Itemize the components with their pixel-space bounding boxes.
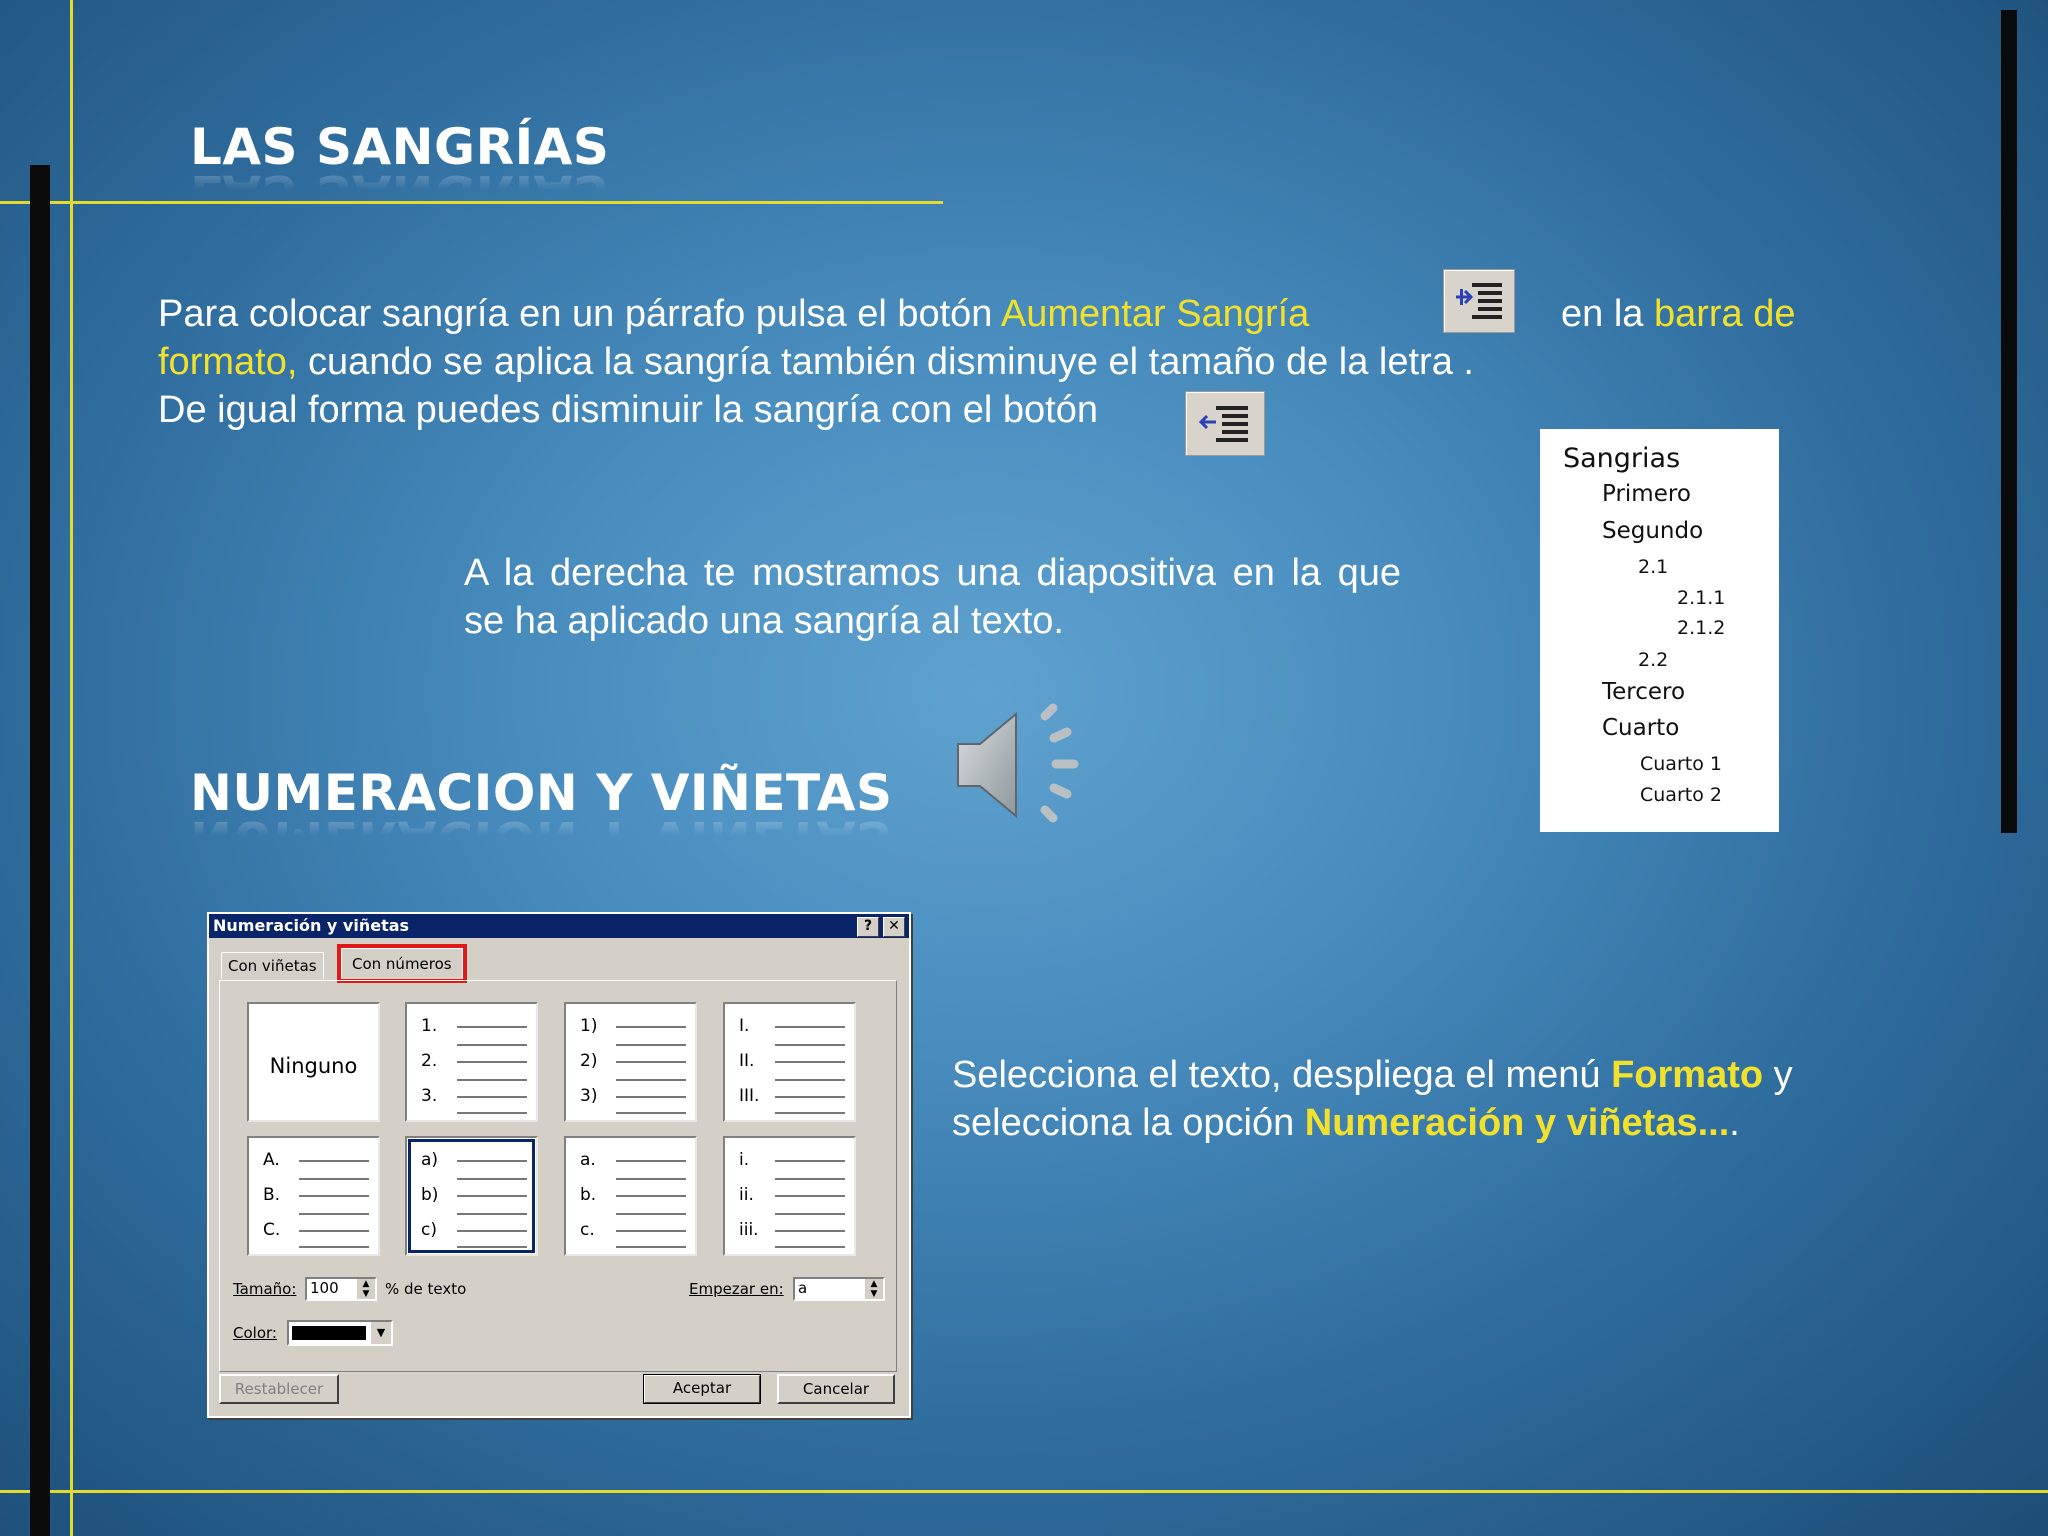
ok-button[interactable]: Aceptar xyxy=(643,1374,761,1404)
instr-text-c: y xyxy=(1763,1054,1793,1096)
sample-item: Cuarto 2 xyxy=(1640,784,1722,806)
option-letters-lower[interactable]: a. b. c. xyxy=(564,1136,697,1256)
start-label: Empezar en: xyxy=(689,1280,784,1298)
note-line-2: se ha aplicado una sangría al texto. xyxy=(464,600,1064,642)
paragraph-line-1-end xyxy=(1561,290,1796,338)
start-input[interactable] xyxy=(793,1277,885,1301)
close-button[interactable]: ✕ xyxy=(883,917,905,937)
sample-item: Cuarto 1 xyxy=(1640,753,1722,775)
instr-text-a: Selecciona el texto, despliega el menú xyxy=(952,1054,1612,1096)
option-none[interactable] xyxy=(247,1002,380,1122)
option-numbers-paren[interactable]: 1) 2) 3) xyxy=(564,1002,697,1122)
p2-text: cuando se aplica la sangría también disminuye el tamaño de la letra . xyxy=(297,341,1474,383)
reset-button[interactable]: Restablecer xyxy=(219,1374,339,1404)
start-value: a xyxy=(798,1279,808,1297)
help-button[interactable]: ? xyxy=(857,917,879,937)
increase-indent-icon xyxy=(1443,269,1515,333)
start-spinner-icon[interactable]: ▲ ▼ xyxy=(865,1279,883,1299)
p1-text-b: en la xyxy=(1561,293,1654,335)
frame-bar-left xyxy=(30,165,50,1536)
option-none-label: Ninguno xyxy=(269,1054,358,1078)
size-value: 100 xyxy=(310,1279,339,1297)
note-line-1: A la derecha te mostramos una diapositiva en la que xyxy=(464,552,1401,594)
size-suffix: % de texto xyxy=(385,1280,467,1298)
sample-item: Primero xyxy=(1602,481,1691,507)
sample-item: Tercero xyxy=(1602,679,1686,705)
frame-line-bottom xyxy=(0,1490,2048,1493)
option-numbers-dot[interactable]: 1. 2. 3. xyxy=(405,1002,538,1122)
p1-text: Para colocar sangría en un párrafo pulsa el botón xyxy=(158,293,1001,335)
dialog-title: Numeración y viñetas xyxy=(213,916,410,935)
paragraph-line-3: De igual forma puedes disminuir la sangría con el botón xyxy=(158,389,1098,431)
sample-item: 2.1.2 xyxy=(1677,617,1726,639)
p1-highlight-barra: barra de xyxy=(1653,293,1796,335)
option-letters-upper[interactable]: A. B. C. xyxy=(247,1136,380,1256)
instr-highlight-numeracion: Numeración y viñetas... xyxy=(1304,1102,1730,1144)
sample-item: Segundo xyxy=(1602,518,1704,544)
color-swatch xyxy=(292,1326,366,1340)
frame-line-vertical xyxy=(70,0,73,1536)
sangrias-sample-panel xyxy=(1540,429,1779,832)
sample-item: Cuarto xyxy=(1602,715,1680,741)
size-spinner-icon[interactable]: ▲ ▼ xyxy=(357,1279,375,1299)
sample-item: 2.1.1 xyxy=(1677,587,1726,609)
speaker-icon[interactable] xyxy=(950,700,1090,830)
paragraph-line-2 xyxy=(158,338,1474,386)
instr-text-f: . xyxy=(1729,1102,1740,1144)
frame-bar-right xyxy=(2001,10,2017,833)
instr-text-d: selecciona la opción xyxy=(952,1102,1305,1144)
p1-highlight-aumentar: Aumentar Sangría xyxy=(1000,293,1310,335)
heading-numeracion: NUMERACION Y VIÑETAS xyxy=(190,764,893,822)
color-label: Color: xyxy=(233,1324,277,1342)
chevron-down-icon[interactable]: ▼ xyxy=(371,1322,391,1344)
tab-con-vinetas[interactable]: Con viñetas xyxy=(221,952,324,979)
option-letters-paren-selected[interactable]: a) b) c) xyxy=(405,1136,538,1256)
decrease-indent-icon xyxy=(1185,391,1265,456)
sample-item: Sangrias xyxy=(1563,443,1681,474)
p2-highlight-formato: formato, xyxy=(158,341,298,383)
size-input[interactable] xyxy=(305,1277,377,1301)
instr-highlight-formato: Formato xyxy=(1611,1054,1764,1096)
option-roman-upper[interactable]: I. II. III. xyxy=(723,1002,856,1122)
sample-item: 2.2 xyxy=(1638,649,1669,671)
sample-item: 2.1 xyxy=(1638,556,1669,578)
instruction-line-2 xyxy=(952,1099,1740,1147)
numeracion-dialog xyxy=(207,912,911,1418)
heading-sangrias: LAS SANGRÍAS xyxy=(190,118,610,176)
dialog-title-bar xyxy=(209,914,909,938)
instruction-line-1 xyxy=(952,1051,1793,1099)
color-select[interactable] xyxy=(287,1320,393,1346)
tab-con-numeros[interactable]: Con números xyxy=(341,948,463,979)
size-label: Tamaño: xyxy=(233,1280,297,1298)
option-roman-lower[interactable]: i. ii. iii. xyxy=(723,1136,856,1256)
cancel-button[interactable]: Cancelar xyxy=(777,1374,895,1404)
frame-line-top xyxy=(0,201,943,204)
